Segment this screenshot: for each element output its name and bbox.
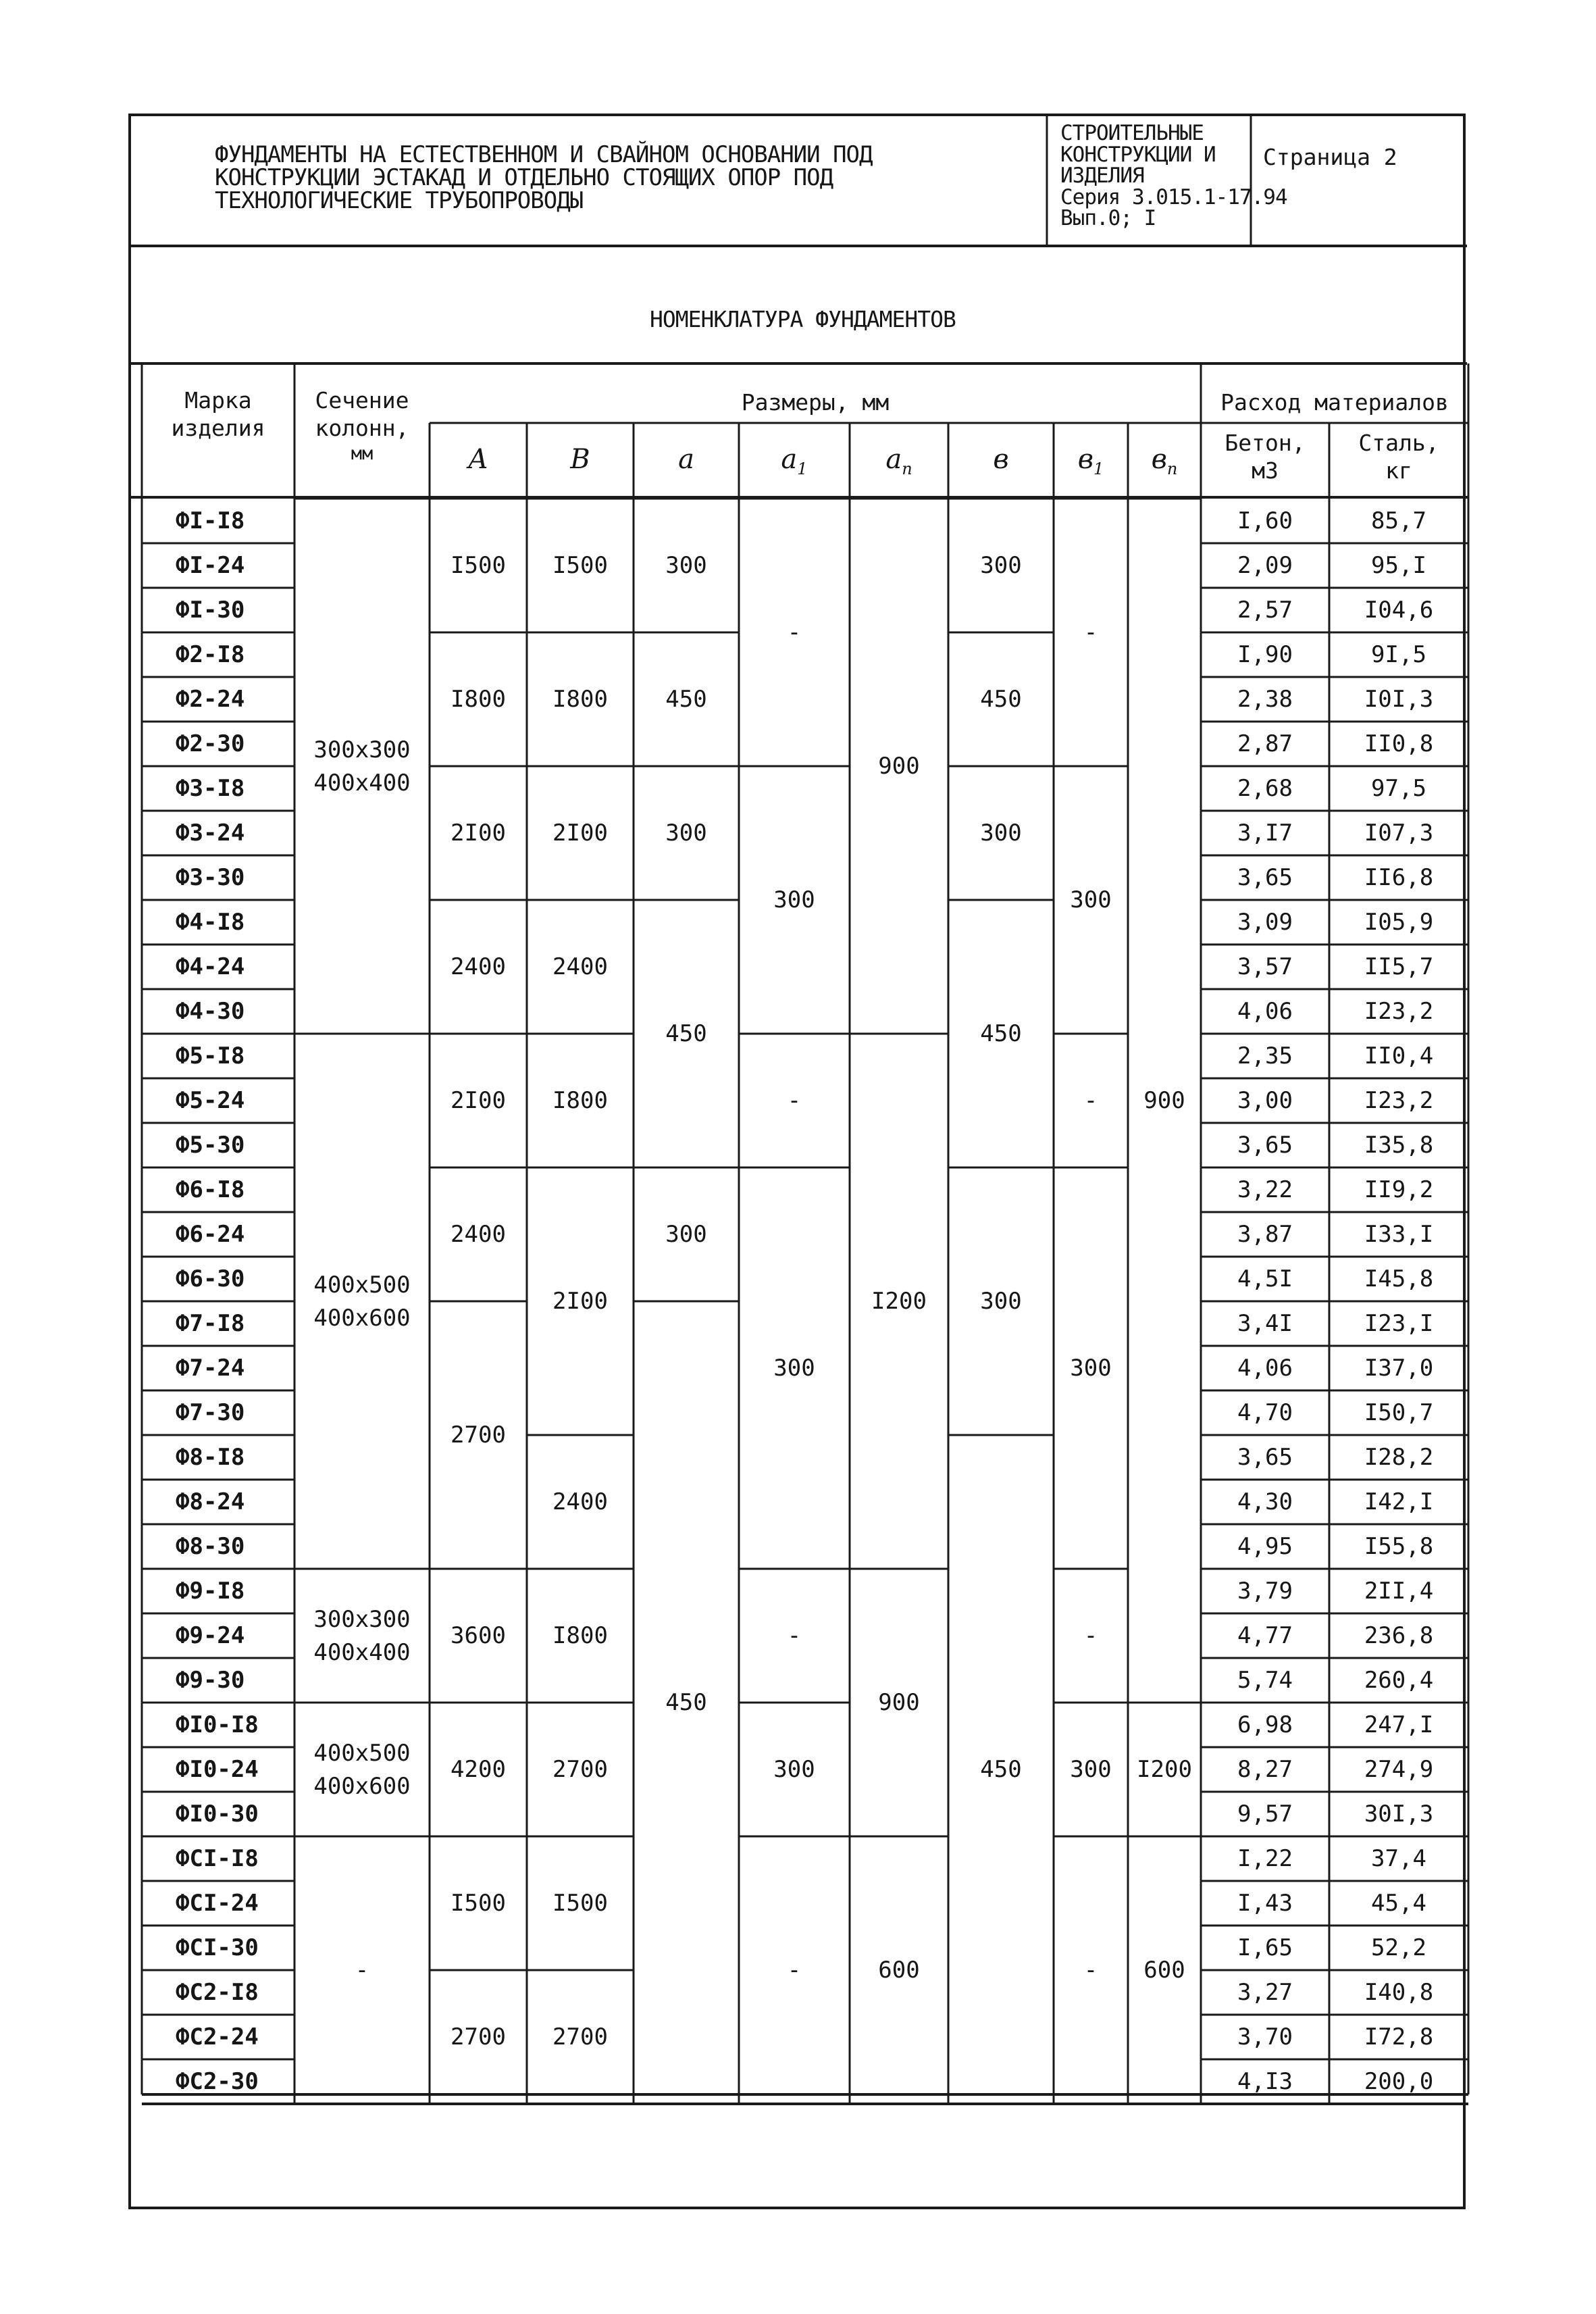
merged-cell-B: 2I00 bbox=[552, 1288, 608, 1315]
header-section bbox=[294, 386, 430, 465]
merged-cell-A: 4200 bbox=[451, 1756, 506, 1783]
header-symbol-a1 bbox=[739, 446, 850, 477]
merged-cell-a: 450 bbox=[665, 686, 707, 713]
row-steel: 85,7 bbox=[1371, 507, 1426, 534]
header-concrete bbox=[1201, 429, 1329, 485]
header-sizes: Размеры, мм bbox=[741, 389, 890, 416]
row-concrete: I,90 bbox=[1237, 641, 1293, 668]
row-concrete: I,22 bbox=[1237, 1845, 1293, 1872]
row-concrete: 3,I7 bbox=[1237, 820, 1293, 847]
merged-cell-an: 900 bbox=[878, 753, 920, 780]
column-section-line: 300x300 bbox=[313, 736, 411, 763]
row-steel: I05,9 bbox=[1364, 909, 1434, 936]
row-steel: 260,4 bbox=[1364, 1667, 1434, 1694]
merged-cell-bn: I200 bbox=[1137, 1756, 1192, 1783]
merged-cell-a: 300 bbox=[665, 820, 707, 847]
column-section-value bbox=[294, 1954, 430, 1987]
merged-cell-A: 2700 bbox=[451, 2023, 506, 2051]
merged-cell-A: I500 bbox=[451, 552, 506, 579]
row-steel: I50,7 bbox=[1364, 1399, 1434, 1426]
merged-cell-B: I500 bbox=[552, 1890, 608, 1917]
column-section-value bbox=[294, 1269, 430, 1336]
row-mark: Ф7-24 bbox=[176, 1355, 245, 1382]
merged-cell-b1: 300 bbox=[1070, 1756, 1112, 1783]
row-steel: 45,4 bbox=[1371, 1890, 1426, 1917]
merged-cell-a: 450 bbox=[665, 1020, 707, 1047]
row-mark: ФI-24 bbox=[176, 552, 245, 579]
row-steel: 95,I bbox=[1371, 552, 1426, 579]
merged-cell-a1: 300 bbox=[773, 886, 815, 913]
row-steel: 2II,4 bbox=[1364, 1578, 1434, 1605]
row-concrete: 4,06 bbox=[1237, 998, 1293, 1025]
column-section-line: 300x300 bbox=[313, 1606, 411, 1633]
row-mark: Ф6-30 bbox=[176, 1265, 245, 1292]
row-mark: Ф7-I8 bbox=[176, 1310, 245, 1337]
row-steel: 247,I bbox=[1364, 1711, 1434, 1738]
merged-cell-a1: - bbox=[787, 1957, 802, 1984]
merged-cell-b: 450 bbox=[980, 1020, 1022, 1047]
series-line-5: Вып.0; I bbox=[1060, 206, 1156, 231]
row-mark: Ф2-24 bbox=[176, 686, 245, 713]
row-concrete: 4,5I bbox=[1237, 1265, 1293, 1292]
row-steel: II9,2 bbox=[1364, 1176, 1434, 1203]
row-steel: I33,I bbox=[1364, 1221, 1434, 1248]
row-concrete: 3,65 bbox=[1237, 864, 1293, 891]
row-concrete: 5,74 bbox=[1237, 1667, 1293, 1694]
merged-cell-A: 3600 bbox=[451, 1622, 506, 1649]
row-concrete: 3,70 bbox=[1237, 2023, 1293, 2051]
row-concrete: 2,87 bbox=[1237, 730, 1293, 757]
row-mark: Ф5-24 bbox=[176, 1087, 245, 1114]
row-mark: ФС2-I8 bbox=[176, 1979, 259, 2006]
header-concrete-line-2: м3 bbox=[1252, 457, 1279, 484]
row-steel: I72,8 bbox=[1364, 2023, 1434, 2051]
header-mark-line-1: Марка bbox=[184, 387, 252, 413]
merged-cell-a: 300 bbox=[665, 552, 707, 579]
column-section-value bbox=[294, 1603, 430, 1670]
row-mark: Ф4-I8 bbox=[176, 909, 245, 936]
row-steel: 97,5 bbox=[1371, 775, 1426, 802]
row-mark: ФС2-24 bbox=[176, 2023, 259, 2051]
header-symbol-subscript: 1 bbox=[797, 459, 808, 478]
header-concrete-line-1: Бетон, bbox=[1225, 430, 1306, 456]
merged-cell-A: I500 bbox=[451, 1890, 506, 1917]
column-section-value bbox=[294, 1737, 430, 1804]
series-line-2: КОНСТРУКЦИИ И bbox=[1060, 142, 1216, 167]
row-mark: Ф7-30 bbox=[176, 1399, 245, 1426]
merged-cell-b1: - bbox=[1083, 1622, 1098, 1649]
header-symbol-base: a bbox=[678, 444, 694, 475]
row-steel: 9I,5 bbox=[1371, 641, 1426, 668]
merged-cell-A: 2I00 bbox=[451, 820, 506, 847]
row-concrete: 2,35 bbox=[1237, 1042, 1293, 1070]
row-mark: Ф8-30 bbox=[176, 1533, 245, 1560]
row-concrete: 3,09 bbox=[1237, 909, 1293, 936]
row-mark: ФI0-24 bbox=[176, 1756, 259, 1783]
column-section-line: 400x600 bbox=[313, 1773, 411, 1801]
merged-cell-A: 2I00 bbox=[451, 1087, 506, 1114]
header-symbol-base: в bbox=[993, 444, 1009, 475]
merged-cell-an: 900 bbox=[878, 1689, 920, 1716]
merged-cell-B: 2700 bbox=[552, 2023, 608, 2051]
merged-cell-b: 300 bbox=[980, 820, 1022, 847]
row-concrete: 8,27 bbox=[1237, 1756, 1293, 1783]
header-steel bbox=[1329, 429, 1468, 485]
merged-cell-A: 2700 bbox=[451, 1422, 506, 1449]
row-mark: ФI-I8 bbox=[176, 507, 245, 534]
row-mark: Ф5-I8 bbox=[176, 1042, 245, 1070]
row-steel: II5,7 bbox=[1364, 953, 1434, 980]
merged-cell-B: I800 bbox=[552, 686, 608, 713]
header-symbol-a bbox=[634, 446, 739, 473]
merged-cell-b: 300 bbox=[980, 1288, 1022, 1315]
row-mark: ФI0-30 bbox=[176, 1801, 259, 1828]
series-block bbox=[1060, 123, 1287, 230]
row-mark: Ф4-24 bbox=[176, 953, 245, 980]
merged-cell-B: 2I00 bbox=[552, 820, 608, 847]
header-materials: Расход материалов bbox=[1220, 389, 1449, 416]
merged-cell-B: I800 bbox=[552, 1087, 608, 1114]
header-symbol-subscript: 1 bbox=[1093, 459, 1104, 478]
row-mark: Ф8-I8 bbox=[176, 1444, 245, 1471]
row-concrete: 2,68 bbox=[1237, 775, 1293, 802]
merged-cell-a: 450 bbox=[665, 1689, 707, 1716]
row-concrete: I,43 bbox=[1237, 1890, 1293, 1917]
header-symbol-base: a bbox=[781, 444, 798, 475]
row-concrete: 3,65 bbox=[1237, 1444, 1293, 1471]
row-concrete: 3,4I bbox=[1237, 1310, 1293, 1337]
row-mark: Ф3-I8 bbox=[176, 775, 245, 802]
merged-cell-A: 2400 bbox=[451, 953, 506, 980]
document-title bbox=[215, 143, 873, 212]
header-mark-line-2: изделия bbox=[171, 415, 265, 442]
series-line-4: Серия 3.015.1-17.94 bbox=[1060, 184, 1287, 209]
header-symbol-subscript: п bbox=[902, 459, 912, 478]
header-section-line-2: колонн, bbox=[315, 415, 409, 442]
merged-cell-B: 2400 bbox=[552, 953, 608, 980]
row-steel: I23,2 bbox=[1364, 998, 1434, 1025]
row-mark: Ф6-I8 bbox=[176, 1176, 245, 1203]
header-symbol-base: в bbox=[1151, 444, 1167, 475]
row-concrete: 3,79 bbox=[1237, 1578, 1293, 1605]
row-steel: II0,4 bbox=[1364, 1042, 1434, 1070]
merged-cell-an: I200 bbox=[871, 1288, 927, 1315]
row-mark: ФС2-30 bbox=[176, 2068, 259, 2095]
row-steel: I42,I bbox=[1364, 1488, 1434, 1515]
section-title: НОМЕНКЛАТУРА ФУНДАМЕНТОВ bbox=[650, 306, 956, 332]
row-steel: I07,3 bbox=[1364, 820, 1434, 847]
row-steel: 30I,3 bbox=[1364, 1801, 1434, 1828]
row-concrete: 9,57 bbox=[1237, 1801, 1293, 1828]
merged-cell-A: 2400 bbox=[451, 1221, 506, 1248]
header-symbol-base: A bbox=[468, 444, 488, 475]
merged-cell-a1: - bbox=[787, 1087, 802, 1114]
row-mark: Ф6-24 bbox=[176, 1221, 245, 1248]
row-mark: ФI-30 bbox=[176, 597, 245, 624]
row-mark: Ф3-30 bbox=[176, 864, 245, 891]
row-mark: ФСI-24 bbox=[176, 1890, 259, 1917]
row-concrete: 4,95 bbox=[1237, 1533, 1293, 1560]
row-concrete: 3,57 bbox=[1237, 953, 1293, 980]
merged-cell-b: 300 bbox=[980, 552, 1022, 579]
row-concrete: 2,38 bbox=[1237, 686, 1293, 713]
row-concrete: 4,30 bbox=[1237, 1488, 1293, 1515]
title-line-3: ТЕХНОЛОГИЧЕСКИЕ ТРУБОПРОВОДЫ bbox=[215, 187, 584, 214]
row-mark: Ф9-24 bbox=[176, 1622, 245, 1649]
merged-cell-bn: 600 bbox=[1143, 1957, 1185, 1984]
merged-cell-b: 450 bbox=[980, 1756, 1022, 1783]
header-steel-line-1: Сталь, bbox=[1358, 430, 1439, 456]
row-steel: 236,8 bbox=[1364, 1622, 1434, 1649]
row-steel: 52,2 bbox=[1371, 1934, 1426, 1961]
row-concrete: 3,22 bbox=[1237, 1176, 1293, 1203]
row-mark: ФI0-I8 bbox=[176, 1711, 259, 1738]
header-symbol-subscript: п bbox=[1166, 459, 1178, 478]
row-mark: Ф8-24 bbox=[176, 1488, 245, 1515]
row-concrete: 4,70 bbox=[1237, 1399, 1293, 1426]
row-mark: Ф2-I8 bbox=[176, 641, 245, 668]
header-symbol-A bbox=[430, 446, 527, 473]
page-number: Страница 2 bbox=[1263, 144, 1397, 170]
header-symbol-b bbox=[948, 446, 1054, 473]
title-line-1: ФУНДАМЕНТЫ НА ЕСТЕСТВЕННОМ И СВАЙНОМ ОСНОВАНИИ ПОД bbox=[215, 141, 873, 168]
merged-cell-a1: - bbox=[787, 1622, 802, 1649]
merged-cell-b1: - bbox=[1083, 1957, 1098, 1984]
merged-cell-bn: 900 bbox=[1143, 1087, 1185, 1114]
merged-cell-B: 2700 bbox=[552, 1756, 608, 1783]
row-steel: I23,2 bbox=[1364, 1087, 1434, 1114]
row-concrete: 4,06 bbox=[1237, 1355, 1293, 1382]
header-section-line-3: мм bbox=[351, 443, 374, 464]
row-concrete: I,65 bbox=[1237, 1934, 1293, 1961]
row-steel: I28,2 bbox=[1364, 1444, 1434, 1471]
row-mark: Ф4-30 bbox=[176, 998, 245, 1025]
row-mark: Ф9-30 bbox=[176, 1667, 245, 1694]
merged-cell-a1: - bbox=[787, 619, 802, 646]
row-concrete: 3,87 bbox=[1237, 1221, 1293, 1248]
row-concrete: 6,98 bbox=[1237, 1711, 1293, 1738]
header-mark bbox=[142, 386, 294, 443]
column-section-line: 400x500 bbox=[313, 1740, 411, 1767]
title-line-2: КОНСТРУКЦИИ ЭСТАКАД И ОТДЕЛЬНО СТОЯЩИХ ОПОР ПОД bbox=[215, 164, 833, 191]
merged-cell-b1: - bbox=[1083, 1087, 1098, 1114]
merged-cell-b1: 300 bbox=[1070, 1355, 1112, 1382]
header-symbol-base: B bbox=[570, 444, 590, 475]
column-section-line: 400x400 bbox=[313, 1639, 411, 1667]
row-concrete: I,60 bbox=[1237, 507, 1293, 534]
series-line-1: СТРОИТЕЛЬНЫЕ bbox=[1060, 121, 1204, 145]
row-concrete: 4,I3 bbox=[1237, 2068, 1293, 2095]
row-steel: I23,I bbox=[1364, 1310, 1434, 1337]
row-steel: 37,4 bbox=[1371, 1845, 1426, 1872]
row-steel: I04,6 bbox=[1364, 597, 1434, 624]
merged-cell-b1: - bbox=[1083, 619, 1098, 646]
merged-cell-a: 300 bbox=[665, 1221, 707, 1248]
row-steel: I35,8 bbox=[1364, 1132, 1434, 1159]
column-section-line: 400x600 bbox=[313, 1305, 411, 1332]
row-steel: 200,0 bbox=[1364, 2068, 1434, 2095]
row-steel: I0I,3 bbox=[1364, 686, 1434, 713]
header-section-line-1: Сечение bbox=[315, 387, 409, 413]
header-symbol-base: в bbox=[1077, 444, 1093, 475]
series-line-3: ИЗДЕЛИЯ bbox=[1060, 164, 1144, 188]
row-mark: ФСI-I8 bbox=[176, 1845, 259, 1872]
header-steel-line-2: кг bbox=[1385, 457, 1412, 484]
row-concrete: 2,57 bbox=[1237, 597, 1293, 624]
row-mark: Ф3-24 bbox=[176, 820, 245, 847]
row-concrete: 3,00 bbox=[1237, 1087, 1293, 1114]
row-mark: Ф9-I8 bbox=[176, 1578, 245, 1605]
merged-cell-b: 450 bbox=[980, 686, 1022, 713]
column-section-line: - bbox=[355, 1957, 369, 1984]
header-symbol-an bbox=[850, 446, 948, 477]
merged-cell-b1: 300 bbox=[1070, 886, 1112, 913]
header-symbol-bn bbox=[1128, 446, 1201, 477]
row-mark: Ф2-30 bbox=[176, 730, 245, 757]
merged-cell-a1: 300 bbox=[773, 1756, 815, 1783]
merged-cell-B: 2400 bbox=[552, 1488, 608, 1515]
row-steel: I55,8 bbox=[1364, 1533, 1434, 1560]
merged-cell-B: I500 bbox=[552, 552, 608, 579]
row-steel: II6,8 bbox=[1364, 864, 1434, 891]
row-steel: 274,9 bbox=[1364, 1756, 1434, 1783]
row-concrete: 4,77 bbox=[1237, 1622, 1293, 1649]
header-symbol-b1 bbox=[1054, 446, 1128, 477]
merged-cell-B: I800 bbox=[552, 1622, 608, 1649]
row-steel: I40,8 bbox=[1364, 1979, 1434, 2006]
row-concrete: 2,09 bbox=[1237, 552, 1293, 579]
row-mark: Ф5-30 bbox=[176, 1132, 245, 1159]
column-section-line: 400x400 bbox=[313, 770, 411, 797]
row-steel: I37,0 bbox=[1364, 1355, 1434, 1382]
merged-cell-an: 600 bbox=[878, 1957, 920, 1984]
merged-cell-A: I800 bbox=[451, 686, 506, 713]
header-symbol-base: a bbox=[885, 444, 902, 475]
row-mark: ФСI-30 bbox=[176, 1934, 259, 1961]
merged-cell-a1: 300 bbox=[773, 1355, 815, 1382]
row-concrete: 3,27 bbox=[1237, 1979, 1293, 2006]
header-symbol-B bbox=[527, 446, 634, 473]
row-concrete: 3,65 bbox=[1237, 1132, 1293, 1159]
row-steel: II0,8 bbox=[1364, 730, 1434, 757]
row-steel: I45,8 bbox=[1364, 1265, 1434, 1292]
column-section-value bbox=[294, 734, 430, 801]
column-section-line: 400x500 bbox=[313, 1272, 411, 1299]
